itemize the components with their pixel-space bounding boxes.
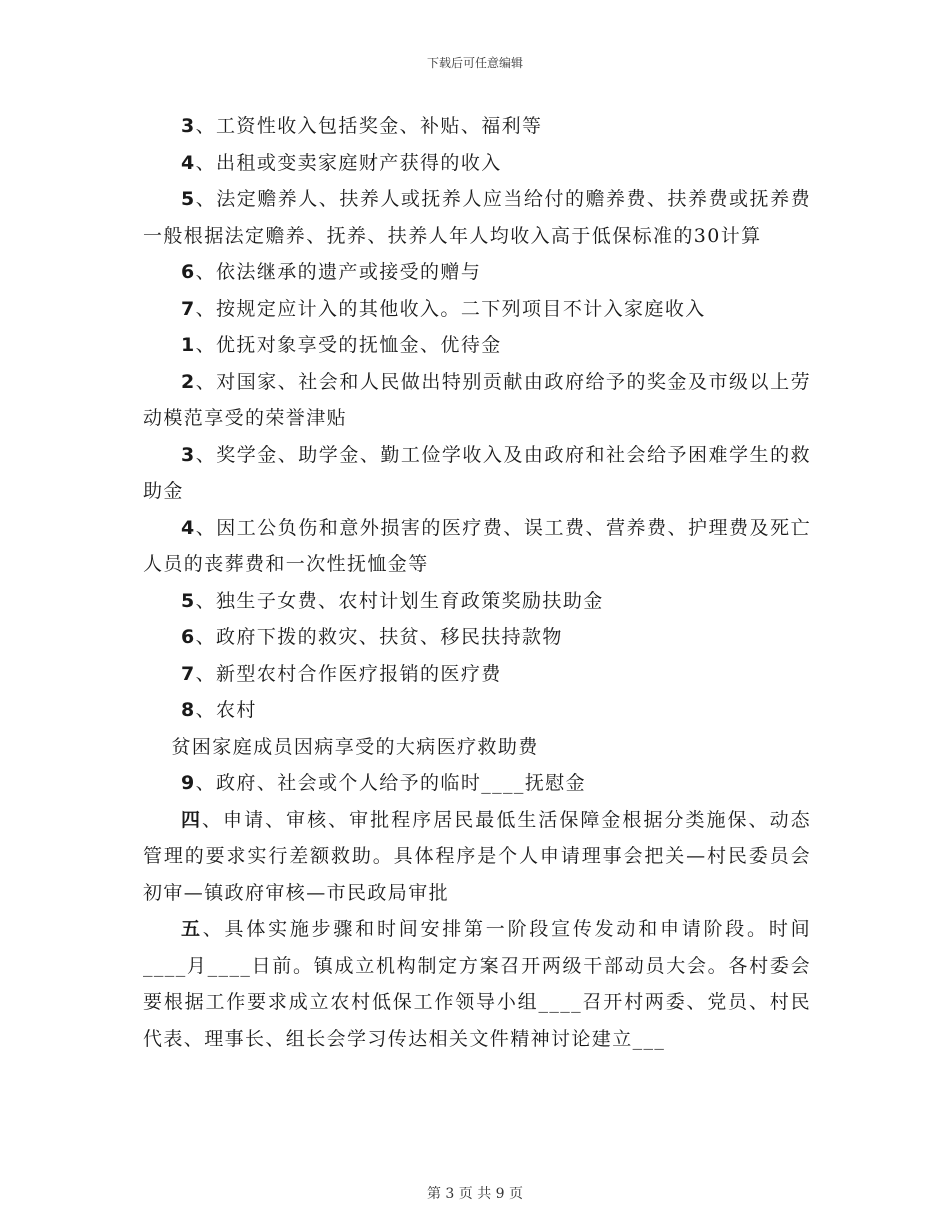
paragraph-excluded-1 [143,327,811,364]
paragraph-excluded-2 [143,364,811,437]
paragraph-text: 、新型农村合作医疗报销的医疗费 [195,662,502,685]
paragraph-text: 、农村 [195,699,257,721]
paragraph-text: 、政府下拨的救灾、扶贫、移民扶持款物 [195,626,563,648]
paragraph-excluded-9 [143,765,811,802]
paragraph-text: 贫困家庭成员因病享受的大病医疗救助费 [171,735,539,758]
item-number: 5 [181,188,196,210]
item-number: 1 [181,334,196,356]
item-number: 9 [181,772,196,794]
paragraph-text: 、法定赡养人、扶养人或抚养人应当给付的赡养费、扶养费或抚养费一般根据法定赡养、抚养、扶养人年人均收入高于低保标准的30计算 [143,188,811,247]
item-number: 7 [181,662,196,685]
paragraph-text: 、对国家、社会和人民做出特别贡献由政府给予的奖金及市级以上劳动模范享受的荣誉津贴 [143,370,811,429]
paragraph-excluded-3 [143,437,811,510]
paragraph-text: 、政府、社会或个人给予的临时____抚慰金 [195,772,587,794]
paragraph-excluded-8-continued [143,729,811,766]
paragraph-text: 、工资性收入包括奖金、补贴、福利等 [195,115,543,137]
page-header: 下载后可任意编辑 [426,56,523,70]
paragraph-section-4-procedure [143,802,811,912]
paragraph-text: 、奖学金、助学金、勤工俭学收入及由政府和社会给予困难学生的救助金 [143,443,811,502]
item-number: 2 [181,370,196,393]
paragraph-item-4-property [143,145,811,182]
paragraph-excluded-6 [143,619,811,656]
section-number: 四 [181,808,203,831]
paragraph-text: 、出租或变卖家庭财产获得的收入 [195,151,502,174]
item-number: 7 [181,297,196,320]
item-number: 3 [181,115,196,137]
item-number: 6 [181,261,196,283]
item-number: 8 [181,699,196,721]
paragraph-text: 、按规定应计入的其他收入。二下列项目不计入家庭收入 [195,297,706,320]
document-body [143,108,811,1057]
paragraph-text: 、优抚对象享受的抚恤金、优待金 [195,334,502,356]
item-number: 4 [181,151,196,174]
paragraph-item-7-other [143,291,811,328]
paragraph-excluded-7 [143,656,811,693]
item-number: 4 [181,516,196,539]
page-footer: 第 3 页 共 9 页 [426,1186,524,1202]
paragraph-item-5-support [143,181,811,254]
paragraph-excluded-4 [143,510,811,583]
paragraph-excluded-5 [143,583,811,620]
paragraph-excluded-8 [143,692,811,729]
paragraph-text: 、具体实施步骤和时间安排第一阶段宣传发动和申请阶段。时间____月____日前。镇成立机构制定方案召开两级干部动员大会。各村委会要根据工作要求成立农村低保工作领导小组____召开村两委、党员、村民代表、理事长、组长会学习传达相关文件精神讨论建立___ [143,918,812,1050]
item-number: 6 [181,626,196,648]
paragraph-text: 、申请、审核、审批程序居民最低生活保障金根据分类施保、动态管理的要求实行差额救助。具体程序是个人申请理事会把关—村民委员会初审—镇政府审核—市民政局审批 [143,808,811,904]
section-number: 五 [181,918,203,940]
paragraph-text: 、因工公负伤和意外损害的医疗费、误工费、营养费、护理费及死亡人员的丧葬费和一次性抚恤金等 [143,516,811,575]
paragraph-item-6-inheritance [143,254,811,291]
item-number: 5 [181,589,196,612]
paragraph-text: 、依法继承的遗产或接受的赠与 [195,261,482,283]
paragraph-section-5-schedule [143,911,811,1057]
paragraph-item-3-wage [143,108,811,145]
item-number: 3 [181,443,196,466]
paragraph-text: 、独生子女费、农村计划生育政策奖励扶助金 [195,589,604,612]
